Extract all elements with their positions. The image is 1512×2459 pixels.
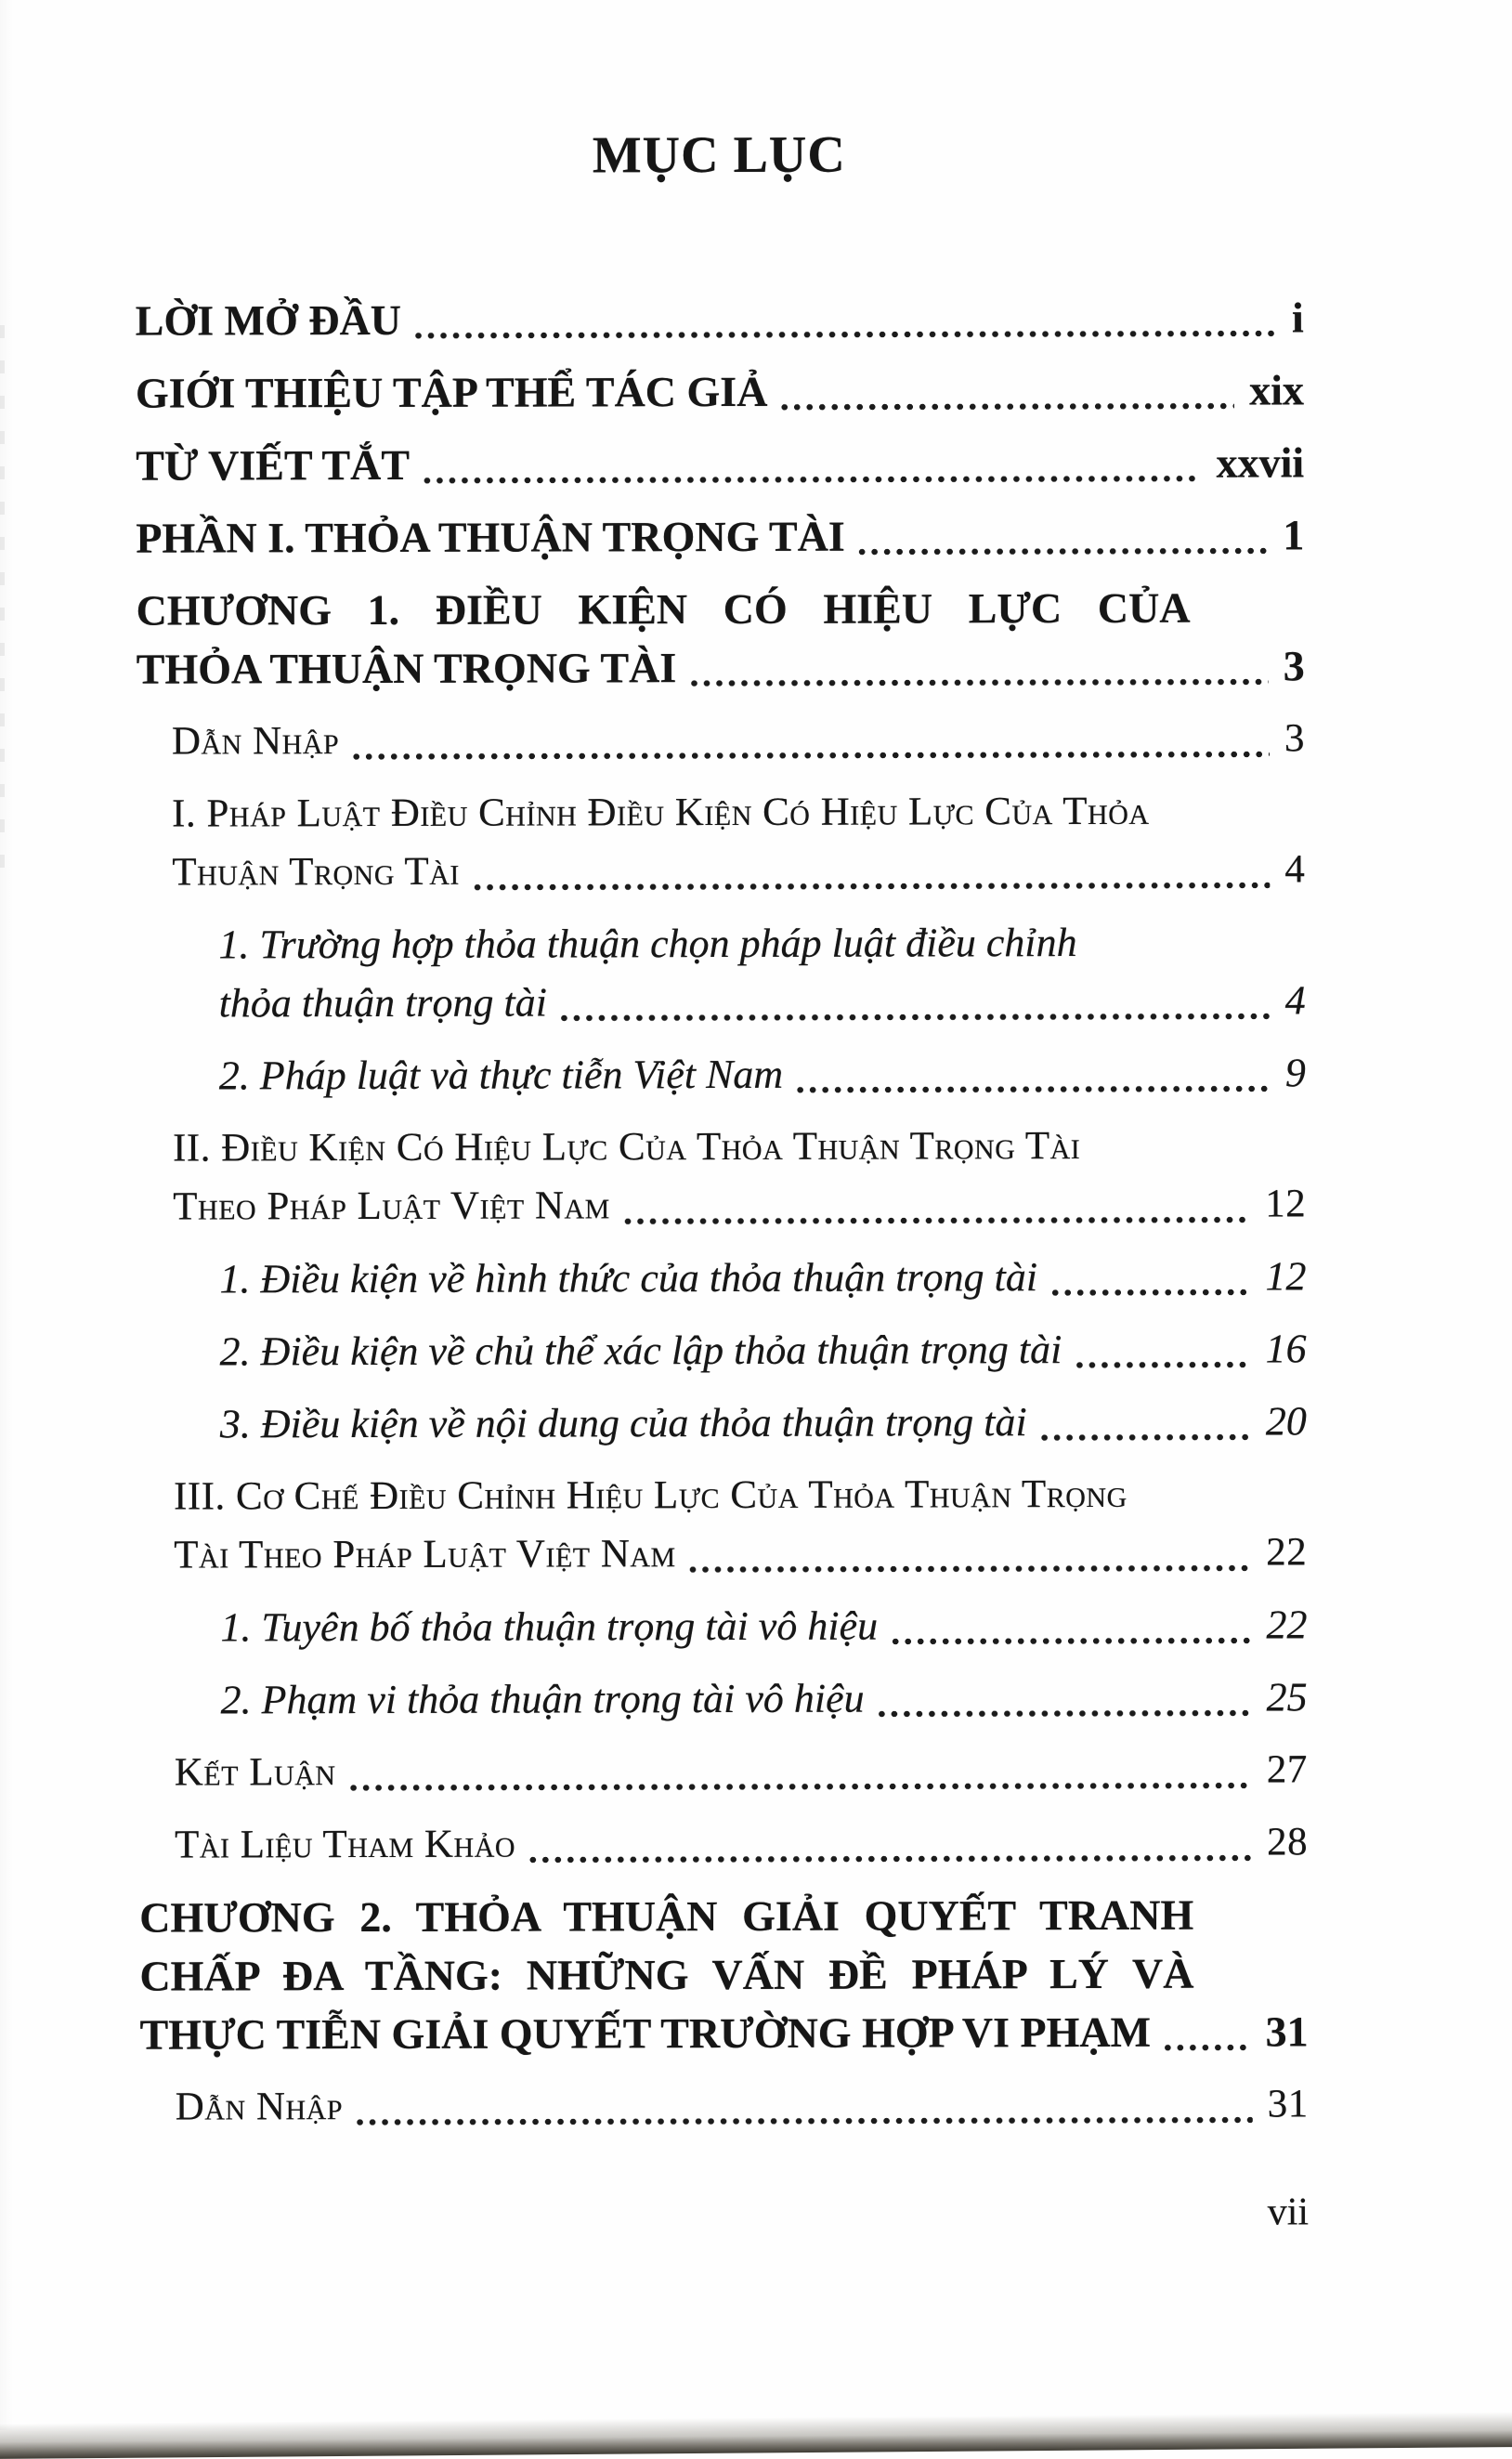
toc-entry	[220, 1595, 1307, 1656]
toc-page-number: 28	[1266, 1820, 1309, 1864]
footer-page-number: vii	[1267, 2191, 1310, 2234]
toc-entry-lines	[221, 1668, 1308, 1729]
toc-page-number: 3	[1283, 642, 1305, 690]
toc-entry-lines	[218, 912, 1305, 1032]
dotted-leader	[1162, 2042, 1251, 2054]
toc-entry-line: III. Cơ Chế Điều Chỉnh Hiệu Lực Của Thỏa Thuận Trọng	[173, 1471, 1127, 1519]
table-of-contents	[135, 0, 1309, 2243]
toc-entry-line: 1. Trường hợp thỏa thuận chọn pháp luật điều chỉnh	[218, 919, 1077, 968]
toc-entry-line: CHẤP ĐA TẦNG: NHỮNG VẤN ĐỀ PHÁP LÝ VÀ	[139, 1949, 1194, 2000]
toc-entry-last-line	[220, 1392, 1307, 1453]
scan-edge-artifact-left	[0, 325, 5, 883]
toc-entry-lines	[172, 709, 1305, 770]
toc-entry-lines	[136, 505, 1304, 567]
dotted-leader	[471, 879, 1270, 893]
toc-page-number: 25	[1266, 1674, 1308, 1720]
toc-entry-lines	[220, 1595, 1307, 1656]
toc-entry-label: Dẫn Nhập	[171, 719, 340, 764]
toc-entry-label: THỰC TIỄN GIẢI QUYẾT TRƯỜNG HỢP VI PHẠM	[139, 2008, 1152, 2059]
toc-entry-lines	[219, 1043, 1306, 1105]
toc-entry	[176, 2074, 1309, 2136]
dotted-leader	[527, 1852, 1252, 1866]
toc-entry-last-line	[219, 971, 1306, 1032]
toc-entry-lines	[136, 360, 1304, 422]
toc-entry-line: CHƯƠNG 2. THỎA THUẬN GIẢI QUYẾT TRANH	[139, 1890, 1194, 1942]
toc-page-number: xxvii	[1216, 438, 1305, 487]
toc-entry	[175, 1740, 1308, 1801]
dotted-leader	[876, 1707, 1252, 1720]
dotted-leader	[778, 400, 1234, 413]
toc-page-number: i	[1291, 294, 1304, 342]
toc-page-number: 12	[1265, 1182, 1307, 1226]
toc-entry-lines	[139, 1885, 1308, 2063]
toc-entry-lines	[136, 433, 1304, 494]
toc-entry	[174, 1464, 1307, 1584]
toc-entry-last-line	[136, 288, 1304, 349]
toc-entry-label: 1. Điều kiện về hình thức của thỏa thuận trọng tài	[219, 1254, 1038, 1302]
toc-entry-lines	[136, 288, 1304, 349]
dotted-leader	[354, 2114, 1253, 2129]
dotted-leader	[794, 1082, 1271, 1095]
toc-entry-last-line	[219, 1043, 1306, 1105]
toc-entry-label: Thuận Trọng Tài	[172, 849, 460, 895]
dotted-leader	[687, 675, 1268, 689]
toc-page-number: 22	[1266, 1530, 1308, 1575]
toc-page-number: 4	[1284, 847, 1306, 892]
toc-entry	[136, 505, 1304, 567]
toc-entry	[136, 433, 1304, 494]
dotted-leader	[1073, 1359, 1250, 1372]
toc-entry-lines	[219, 1247, 1306, 1308]
toc-entry-last-line	[175, 1740, 1308, 1801]
dotted-leader	[347, 1780, 1252, 1795]
toc-page-number: 27	[1266, 1747, 1308, 1792]
toc-entry-label: 2. Phạm vi thỏa thuận trọng tài vô hiệu	[220, 1675, 865, 1723]
toc-entry	[220, 1392, 1307, 1453]
toc-entry-line: II. Điều Kiện Có Hiệu Lực Của Thỏa Thuận Trọng Tài	[173, 1123, 1081, 1171]
toc-page-number: 9	[1284, 1050, 1306, 1096]
toc-entry-lines	[172, 781, 1305, 901]
toc-page-number: 3	[1284, 716, 1305, 761]
toc-entry-label: 3. Điều kiện về nội dung của thỏa thuận trọng tài	[219, 1399, 1027, 1447]
toc-entry-lines	[175, 1812, 1308, 1874]
toc-entry-label: 1. Tuyên bố thỏa thuận trọng tài vô hiệu	[220, 1602, 879, 1651]
toc-entry-last-line	[136, 505, 1304, 567]
toc-entry-last-line	[220, 1595, 1307, 1656]
toc-entry-label: Kết Luận	[174, 1750, 336, 1795]
toc-entry	[172, 781, 1305, 901]
toc-page-number: 31	[1267, 2082, 1309, 2126]
toc-entry-line: I. Pháp Luật Điều Chỉnh Điều Kiện Có Hiệu Lực Của Thỏa	[172, 789, 1150, 836]
toc-entry-label: PHẦN I. THỎA THUẬN TRỌNG TÀI	[136, 512, 845, 562]
toc-entry	[219, 1247, 1306, 1308]
dotted-leader	[558, 1010, 1271, 1024]
toc-entry	[136, 288, 1304, 349]
toc-entry-last-line	[220, 1319, 1307, 1380]
toc-entry-last-line	[172, 840, 1305, 901]
toc-page-number: 16	[1265, 1326, 1307, 1372]
toc-entry-line: CHƯƠNG 1. ĐIỀU KIỆN CÓ HIỆU LỰC CỦA	[136, 583, 1191, 634]
dotted-leader	[1038, 1432, 1251, 1445]
page-title: MỤC LỤC	[592, 125, 846, 185]
dotted-leader	[621, 1214, 1250, 1228]
toc-entry	[220, 1319, 1307, 1380]
toc-entry-lines	[174, 1464, 1307, 1584]
toc-entry-label: 2. Pháp luật và thực tiễn Việt Nam	[218, 1051, 784, 1099]
toc-entry-lines	[136, 578, 1304, 698]
toc-page-number: 1	[1283, 511, 1305, 559]
toc-entry-last-line	[219, 1247, 1306, 1308]
dotted-leader	[421, 473, 1202, 487]
toc-entry-label: Tài Theo Pháp Luật Việt Nam	[174, 1532, 676, 1577]
toc-page-number: xix	[1249, 366, 1305, 414]
dotted-leader	[856, 544, 1269, 557]
toc-entry	[136, 360, 1304, 422]
toc-page-number: 20	[1265, 1398, 1307, 1445]
toc-entry-last-line	[136, 360, 1304, 422]
toc-entry-label: TỪ VIẾT TẮT	[136, 440, 411, 490]
toc-entry-label: GIỚI THIỆU TẬP THỂ TÁC GIẢ	[135, 367, 768, 417]
toc-entry-last-line	[174, 1523, 1307, 1584]
toc-entry-label: Tài Liệu Tham Khảo	[174, 1822, 516, 1867]
toc-entry-label: thỏa thuận trọng tài	[218, 979, 547, 1027]
dotted-leader	[1049, 1287, 1250, 1300]
toc-entry-lines	[176, 2074, 1309, 2136]
toc-entry-label: THỎA THUẬN TRỌNG TÀI	[136, 644, 677, 693]
toc-page-number: 31	[1265, 2008, 1309, 2056]
toc-list	[136, 288, 1309, 2136]
toc-entry	[139, 1885, 1308, 2063]
dotted-leader	[889, 1635, 1251, 1648]
toc-entry-lines	[220, 1319, 1307, 1380]
toc-entry-last-line	[139, 2002, 1308, 2063]
dotted-leader	[350, 748, 1270, 763]
toc-entry	[136, 578, 1304, 698]
toc-entry	[175, 1812, 1308, 1874]
toc-entry-label: LỜI MỞ ĐẦU	[135, 295, 402, 345]
toc-entry	[221, 1668, 1308, 1729]
toc-entry	[173, 1116, 1306, 1236]
toc-entry-last-line	[175, 1812, 1308, 1874]
dotted-leader	[687, 1563, 1252, 1576]
toc-entry-label: Theo Pháp Luật Việt Nam	[173, 1184, 610, 1229]
toc-page-number: 12	[1265, 1253, 1307, 1300]
toc-entry-last-line	[172, 709, 1305, 770]
toc-entry	[172, 709, 1305, 770]
toc-entry-last-line	[173, 1174, 1306, 1236]
dotted-leader	[412, 327, 1277, 341]
toc-page-number: 4	[1284, 977, 1306, 1024]
toc-entry-label: Dẫn Nhập	[175, 2085, 344, 2129]
toc-entry-lines	[175, 1740, 1308, 1801]
toc-entry-last-line	[176, 2074, 1309, 2136]
toc-entry-last-line	[136, 433, 1304, 494]
toc-entry	[218, 912, 1305, 1032]
scan-edge-artifact-bottom	[0, 2412, 1512, 2459]
toc-entry	[219, 1043, 1306, 1105]
toc-entry-last-line	[221, 1668, 1308, 1729]
toc-entry-label: 2. Điều kiện về chủ thể xác lập thỏa thuận trọng tài	[219, 1327, 1062, 1375]
toc-page-number: 22	[1266, 1602, 1308, 1648]
toc-entry-last-line	[137, 636, 1305, 698]
toc-entry-lines	[173, 1116, 1306, 1236]
toc-entry-lines	[220, 1392, 1307, 1453]
